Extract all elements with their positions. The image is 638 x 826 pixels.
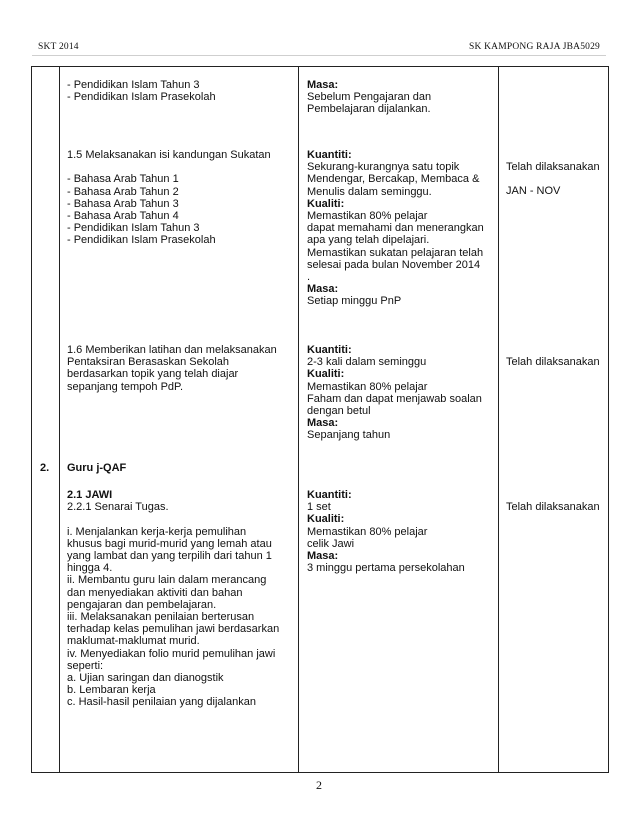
text-line: sepanjang tempoh PdP. bbox=[67, 380, 183, 393]
text-line: . bbox=[307, 271, 311, 284]
text-line: Kuantiti: bbox=[307, 149, 352, 161]
text-line: - Bahasa Arab Tahun 3 bbox=[67, 197, 179, 210]
text-line: maklumat-maklumat murid. bbox=[67, 635, 200, 648]
text-line: 1.5 Melaksanakan isi kandungan Sukatan bbox=[67, 149, 271, 161]
text-line: Kuantiti: bbox=[307, 489, 352, 501]
text-line: - Pendidikan Islam Tahun 3 bbox=[67, 79, 200, 91]
text-line: selesai pada bulan November 2014 bbox=[307, 258, 481, 271]
column-divider bbox=[298, 67, 299, 772]
text-line: Menulis dalam seminggu. bbox=[307, 185, 432, 198]
text-line: - Pendidikan Islam Prasekolah bbox=[67, 234, 216, 247]
text-line: Setiap minggu PnP bbox=[307, 295, 402, 308]
text-line: Memastikan 80% pelajar bbox=[307, 380, 428, 393]
text-line: b. Lembaran kerja bbox=[67, 684, 156, 697]
text-line: Masa: bbox=[307, 550, 339, 563]
measures-cell bbox=[307, 344, 482, 442]
text-line: - Bahasa Arab Tahun 4 bbox=[67, 210, 179, 222]
text-line: Memastikan 80% pelajar bbox=[307, 525, 428, 538]
text-line: Kualiti: bbox=[307, 197, 345, 210]
text-line: iv. Menyediakan folio murid pemulihan jawi bbox=[67, 647, 276, 660]
text-line: apa yang telah dipelajari. bbox=[307, 234, 430, 247]
text-line: Masa: bbox=[307, 283, 339, 296]
text-line: 1.6 Memberikan latihan dan melaksanakan bbox=[67, 344, 277, 356]
program-cell bbox=[67, 344, 277, 393]
text-line: iii. Melaksanakan penilaian berterusan bbox=[67, 611, 255, 624]
text-line: Sekurang-kurangnya satu topik bbox=[307, 161, 460, 174]
plan-table bbox=[31, 66, 609, 773]
text-line: 3 minggu pertama persekolahan bbox=[307, 562, 465, 575]
measures-cell bbox=[307, 489, 465, 574]
text-line: 2.1 JAWI bbox=[67, 489, 113, 501]
column-divider bbox=[59, 67, 60, 772]
text-line: Masa: bbox=[307, 417, 339, 430]
status-cell bbox=[506, 161, 600, 198]
text-line: pengajaran dan pembelajaran. bbox=[67, 598, 217, 611]
text-line: 2.2.1 Senarai Tugas. bbox=[67, 501, 169, 514]
text-line bbox=[67, 161, 271, 173]
text-line: Memastikan 80% pelajar bbox=[307, 210, 428, 223]
program-cell bbox=[67, 79, 216, 103]
text-line: dapat memahami dan menerangkan bbox=[307, 222, 484, 235]
text-line: khusus bagi murid-murid yang lemah atau bbox=[67, 537, 272, 550]
text-line: berdasarkan topik yang telah diajar bbox=[67, 368, 239, 381]
text-line: Faham dan dapat menjawab soalan bbox=[307, 392, 482, 405]
page-number: 2 bbox=[316, 778, 322, 792]
text-line: a. Ujian saringan dan dianogstik bbox=[67, 672, 224, 685]
header-left: SKT 2014 bbox=[38, 42, 79, 52]
text-line: Pentaksiran Berasaskan Sekolah bbox=[67, 356, 230, 369]
status-cell bbox=[506, 501, 600, 513]
text-line: ii. Membantu guru lain dalam merancang bbox=[67, 574, 267, 587]
program-cell bbox=[67, 149, 271, 247]
text-line: - Pendidikan Islam Prasekolah bbox=[67, 91, 216, 104]
text-line: c. Hasil-hasil penilaian yang dijalankan bbox=[67, 696, 256, 709]
text-line: dengan betul bbox=[307, 405, 371, 418]
section-heading bbox=[67, 462, 126, 474]
text-line: Mendengar, Bercakap, Membaca & bbox=[307, 173, 480, 186]
program-cell bbox=[67, 489, 279, 709]
text-line: Guru j-QAF bbox=[67, 462, 127, 474]
text-line: Memastikan sukatan pelajaran telah bbox=[307, 246, 484, 259]
text-line: Kualiti: bbox=[307, 513, 345, 526]
text-line: Telah dilaksanakan bbox=[506, 501, 600, 513]
text-line: dan menyediakan aktiviti dan bahan bbox=[67, 586, 243, 599]
text-line bbox=[506, 173, 600, 185]
text-line: Kualiti: bbox=[307, 368, 345, 381]
text-line: - Pendidikan Islam Tahun 3 bbox=[67, 222, 200, 235]
text-line: Telah dilaksanakan bbox=[506, 161, 600, 173]
text-line: i. Menjalankan kerja-kerja pemulihan bbox=[67, 525, 247, 538]
text-line: terhadap kelas pemulihan jawi berdasarkan bbox=[67, 623, 280, 636]
text-line: Sepanjang tahun bbox=[307, 429, 391, 442]
text-line: JAN - NOV bbox=[506, 185, 561, 198]
section-number: 2. bbox=[40, 462, 50, 474]
text-line: - Bahasa Arab Tahun 1 bbox=[67, 173, 179, 186]
text-line: Telah dilaksanakan bbox=[506, 356, 600, 368]
measures-cell bbox=[307, 149, 484, 308]
column-divider bbox=[498, 67, 499, 772]
text-line: Kuantiti: bbox=[307, 344, 352, 356]
text-line: seperti: bbox=[67, 659, 104, 672]
text-line: 1 set bbox=[307, 501, 331, 514]
text-line bbox=[67, 513, 279, 525]
status-cell bbox=[506, 356, 600, 368]
text-line: Masa: bbox=[307, 79, 339, 91]
measures-cell bbox=[307, 79, 431, 116]
text-line: - Bahasa Arab Tahun 2 bbox=[67, 185, 179, 198]
text-line: yang lambat dan yang terpilih dari tahun 1 bbox=[67, 550, 272, 562]
text-line: 2-3 kali dalam seminggu bbox=[307, 356, 427, 369]
header-right: SK KAMPONG RAJA JBA5029 bbox=[468, 42, 600, 52]
text-line: Pembelajaran dijalankan. bbox=[307, 103, 431, 116]
text-line: Sebelum Pengajaran dan bbox=[307, 91, 432, 104]
header-rule bbox=[32, 55, 606, 56]
text-line: hingga 4. bbox=[67, 562, 113, 575]
text-line: celik Jawi bbox=[307, 537, 355, 550]
